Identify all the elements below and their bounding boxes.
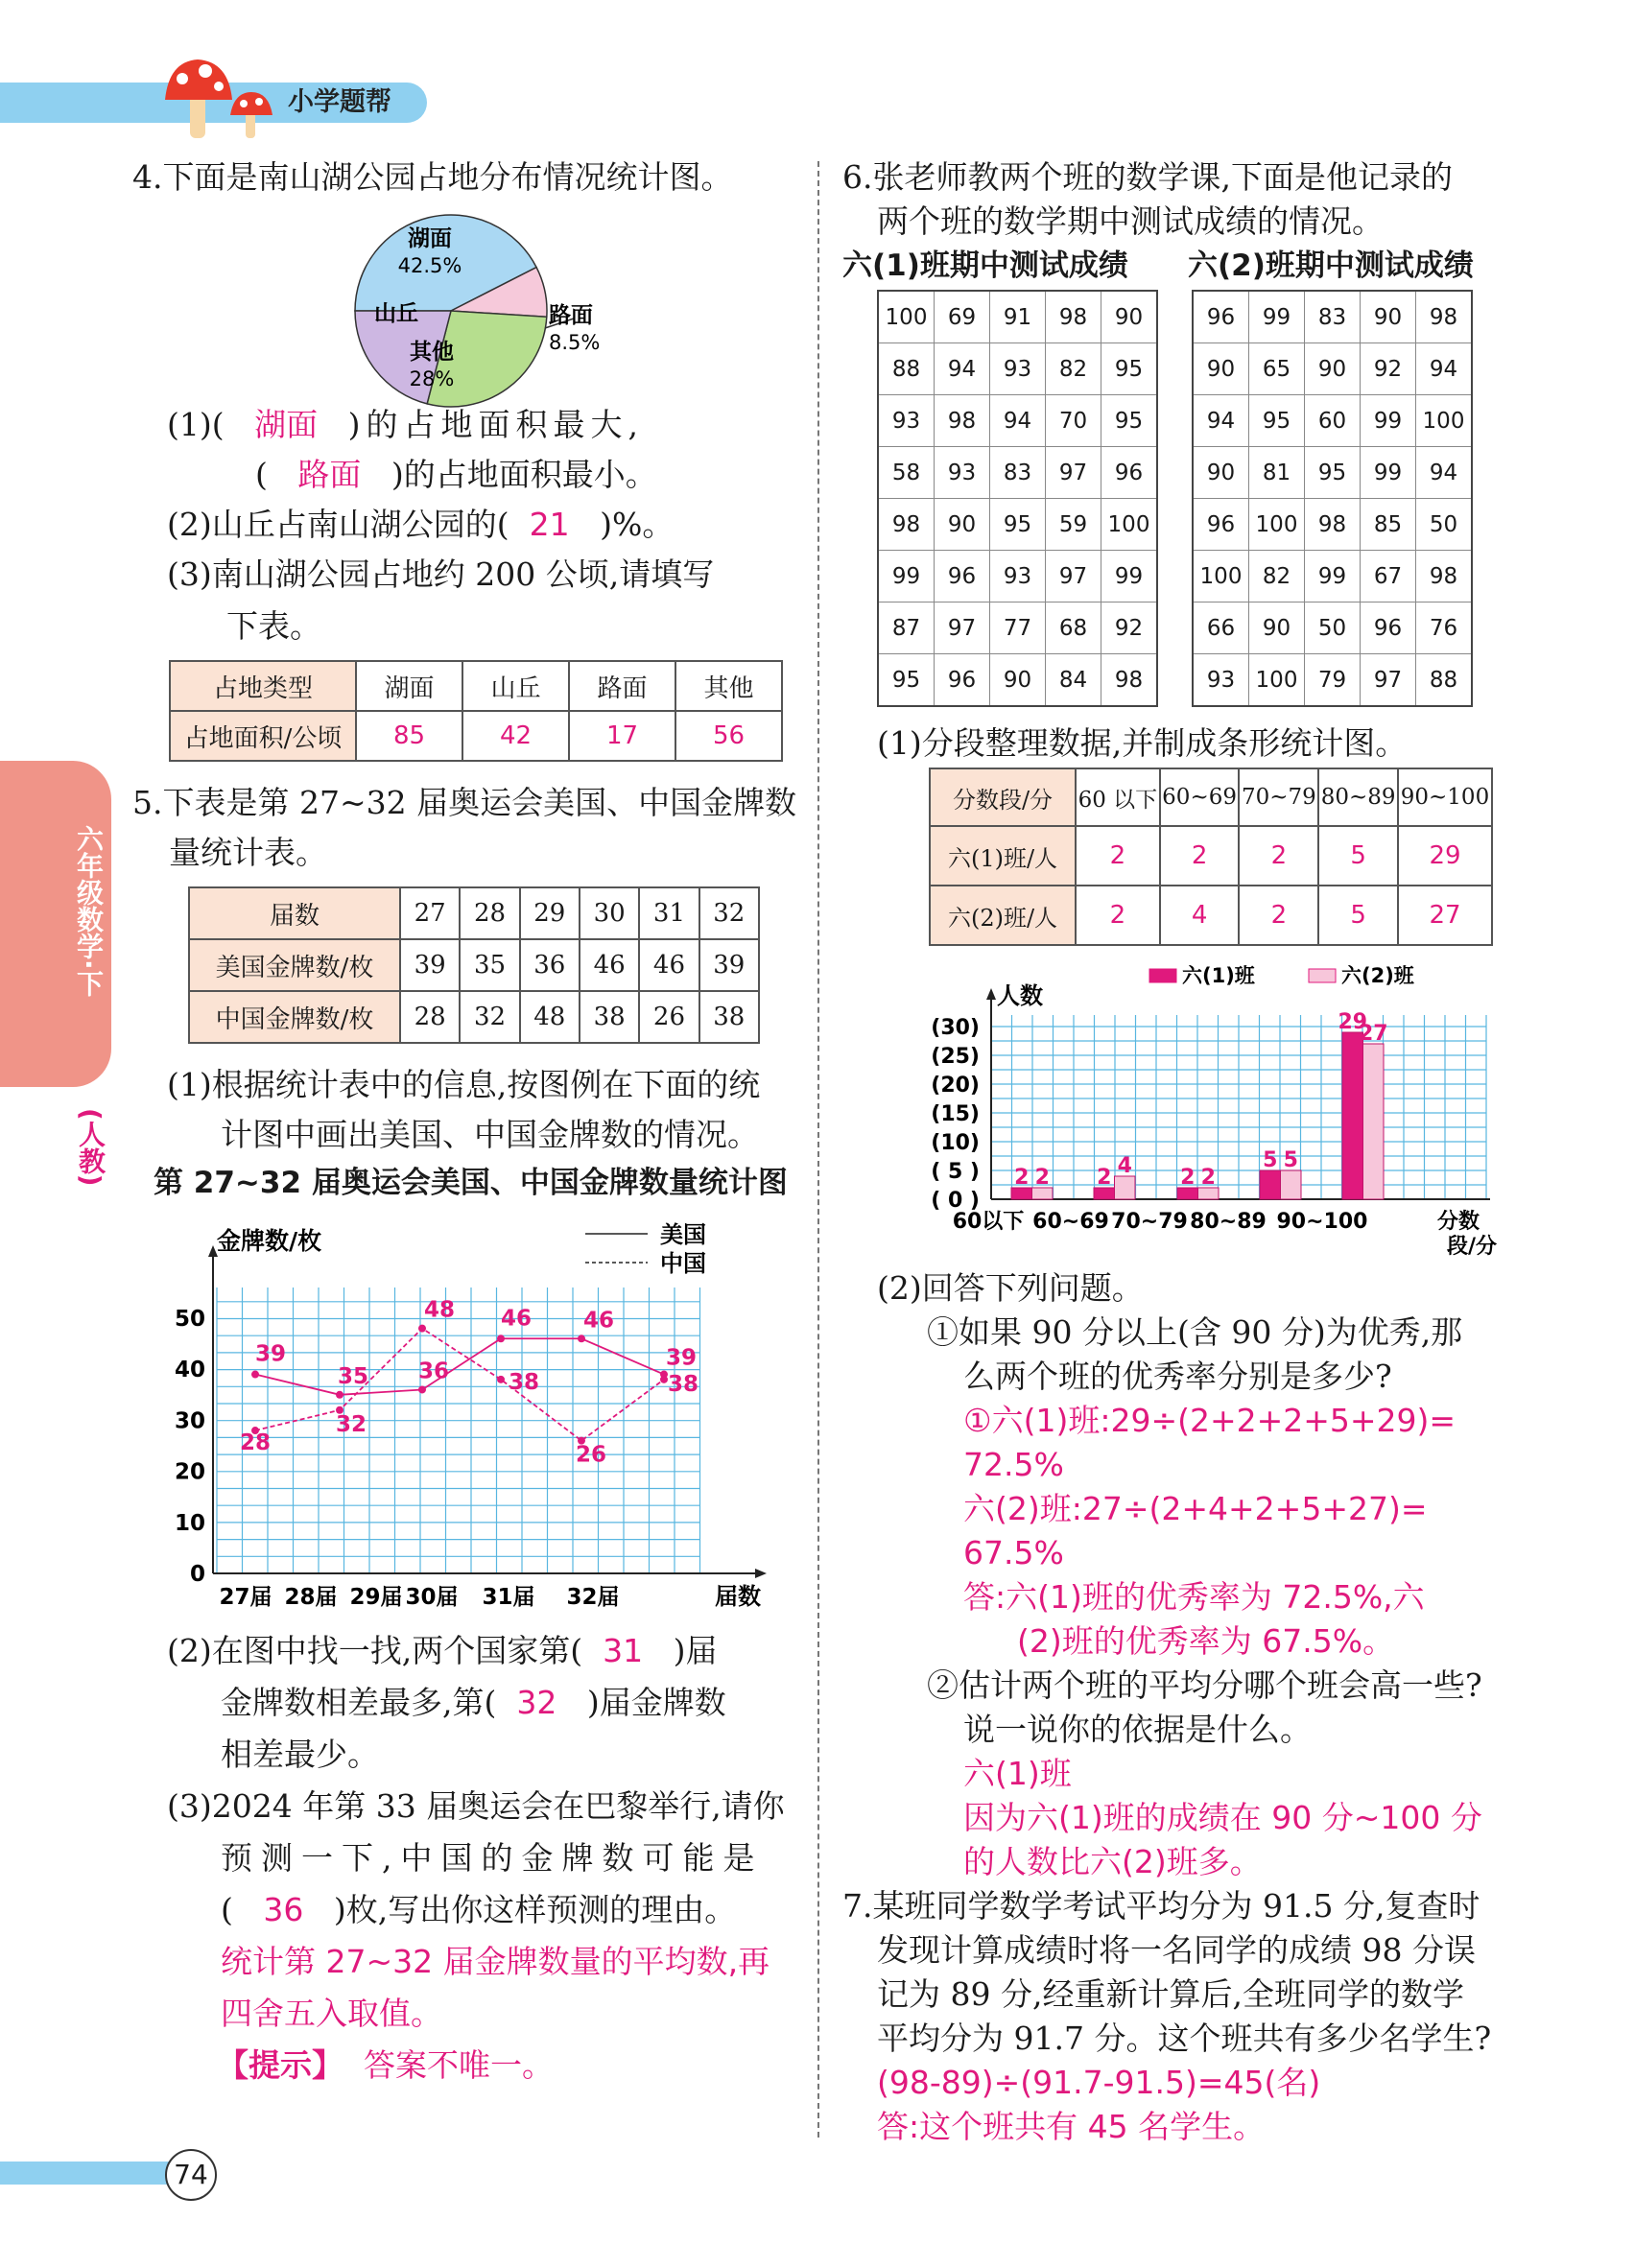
score-cell: 94	[1193, 395, 1249, 447]
pie-label-road: 路面	[549, 303, 593, 328]
score-cell: 50	[1416, 499, 1473, 551]
data-label: 5	[1283, 1148, 1298, 1172]
bar	[1260, 1170, 1281, 1199]
y-tick-label: (15)	[931, 1102, 980, 1126]
score-cell: 87	[878, 602, 935, 654]
class2-title: 六(2)班期中测试成绩	[1188, 248, 1474, 283]
score-cell: 90	[1305, 343, 1361, 395]
score-cell: 90	[1361, 291, 1416, 343]
table-cell: 42	[462, 711, 569, 761]
q5-hint: 【提示】 答案不唯一。	[217, 2046, 554, 2084]
q5-medal-table	[188, 886, 760, 1044]
legend-label: 六(2)班	[1341, 964, 1414, 987]
score-cell: 82	[1249, 551, 1305, 602]
table-header: 60~69	[1160, 768, 1240, 826]
q5-reason-line2: 四舍五入取值。	[221, 1995, 442, 2032]
x-tick-label: 60~69	[1032, 1210, 1109, 1234]
table-header: 70~79	[1239, 768, 1318, 826]
footer-band	[0, 2162, 192, 2185]
table-cell: 36	[520, 939, 580, 991]
data-point	[578, 1335, 585, 1342]
data-label: 46	[501, 1306, 533, 1332]
score-cell: 100	[1193, 551, 1249, 602]
data-point	[660, 1376, 668, 1383]
table-row-label: 六(2)班/人	[930, 886, 1076, 945]
side-tab-grade: 六年级数学·下	[73, 825, 105, 997]
score-cell: 69	[935, 291, 990, 343]
y-tick-label: 40	[174, 1358, 205, 1383]
table-cell: 39	[699, 939, 759, 991]
score-cell: 77	[990, 602, 1046, 654]
data-label: 26	[576, 1442, 607, 1468]
table-row-label: 中国金牌数/枚	[189, 991, 400, 1043]
score-cell: 99	[1361, 395, 1416, 447]
line-chart-title: 第 27~32 届奥运会美国、中国金牌数量统计图	[154, 1166, 788, 1200]
score-cell: 95	[1101, 395, 1158, 447]
table-cell: 48	[520, 991, 580, 1043]
q5-p3-line2: 预测一下,中国的金牌数可能是	[221, 1839, 764, 1877]
score-cell: 88	[1416, 654, 1473, 707]
score-cell: 90	[935, 499, 990, 551]
y-tick-label: 0	[189, 1562, 205, 1587]
table-row	[1193, 602, 1472, 654]
score-cell: 95	[1249, 395, 1305, 447]
score-cell: 96	[935, 551, 990, 602]
table-cell: 31	[639, 887, 699, 939]
score-cell: 90	[1249, 602, 1305, 654]
score-cell: 99	[878, 551, 935, 602]
legend-label: 美国	[660, 1221, 706, 1248]
score-cell: 88	[878, 343, 935, 395]
table-row-label: 美国金牌数/枚	[189, 939, 400, 991]
table-cell: 38	[699, 991, 759, 1043]
q5-answer-most: 31	[603, 1632, 644, 1669]
y-tick-label: (20)	[931, 1074, 980, 1098]
score-cell: 94	[1416, 447, 1473, 499]
score-cell: 91	[990, 291, 1046, 343]
q6-ans-line: 因为六(1)班的成绩在 90 分~100 分	[963, 1799, 1482, 1836]
x-axis-label: 届数	[715, 1583, 761, 1610]
q5-p3-line1: (3)2024 年第 33 届奥运会在巴黎举行,请你	[167, 1787, 785, 1825]
score-cell: 98	[1101, 654, 1158, 707]
score-cell: 65	[1249, 343, 1305, 395]
page-number: 74	[165, 2149, 217, 2201]
x-tick-label: 30届	[405, 1585, 459, 1610]
score-cell: 82	[1046, 343, 1101, 395]
table-row	[878, 447, 1157, 499]
table-cell: 38	[580, 991, 639, 1043]
score-cell: 70	[1046, 395, 1101, 447]
score-cell: 100	[1101, 499, 1158, 551]
score-cell: 98	[878, 499, 935, 551]
pie-label-other: 其他	[410, 340, 454, 365]
x-tick-label: 28届	[284, 1585, 338, 1610]
data-label: 2	[1097, 1166, 1112, 1190]
brand-label: 小学题帮	[288, 87, 391, 117]
table-row	[1193, 654, 1472, 707]
table-row	[1193, 447, 1472, 499]
q5-answer-predict: 36	[263, 1891, 304, 1928]
data-point	[251, 1371, 259, 1379]
x-tick-label: 29届	[349, 1585, 403, 1610]
bar	[1281, 1170, 1302, 1199]
table-cell: 2	[1239, 886, 1318, 945]
data-label: 36	[418, 1358, 450, 1384]
q6-frequency-table	[929, 768, 1493, 946]
score-cell: 58	[878, 447, 935, 499]
score-cell: 90	[1193, 343, 1249, 395]
y-axis-label: 金牌数/枚	[217, 1227, 322, 1255]
side-tab-edition: (人教)	[75, 1108, 107, 1187]
q4-p3-line2: 下表。	[226, 607, 321, 645]
q7-ans-line: (98-89)÷(91.7-91.5)=45(名)	[877, 2064, 1321, 2101]
table-cell: 56	[675, 711, 782, 761]
q4-p2: (2)山丘占南山湖公园的( 21 )%。	[167, 506, 675, 543]
table-header: 其他	[675, 661, 782, 711]
score-cell: 97	[935, 602, 990, 654]
data-point	[497, 1335, 505, 1342]
q5-p2-line3: 相差最少。	[221, 1736, 379, 1773]
q4-p1-line1: (1)( 湖面 )的占地面积最大,	[167, 406, 644, 443]
score-cell: 96	[1193, 499, 1249, 551]
data-label: 32	[336, 1411, 367, 1437]
x-tick-label: 31届	[482, 1585, 535, 1610]
q6-p2: (2)回答下列问题。	[877, 1269, 1144, 1307]
score-cell: 99	[1249, 291, 1305, 343]
q6-p1: (1)分段整理数据,并制成条形统计图。	[877, 724, 1408, 762]
y-tick-label: 10	[174, 1510, 205, 1536]
table-header: 80~89	[1318, 768, 1398, 826]
table-row	[1193, 395, 1472, 447]
score-cell: 92	[1361, 343, 1416, 395]
legend-swatch	[1309, 969, 1336, 982]
q5-reason-line1: 统计第 27~32 届金牌数量的平均数,再	[221, 1943, 770, 1980]
data-label: 2	[1180, 1166, 1196, 1190]
q4-area-table	[169, 660, 783, 762]
score-cell: 96	[935, 654, 990, 707]
table-cell: 46	[580, 939, 639, 991]
q6-title-line1: 6.张老师教两个班的数学课,下面是他记录的	[842, 158, 1453, 196]
score-cell: 50	[1305, 602, 1361, 654]
q5-answer-least: 32	[516, 1684, 557, 1721]
table-cell: 35	[460, 939, 519, 991]
x-axis-label: 段/分	[1447, 1235, 1498, 1257]
data-label: 4	[1117, 1154, 1132, 1178]
data-point	[418, 1325, 426, 1333]
score-cell: 92	[1101, 602, 1158, 654]
score-cell: 90	[1101, 291, 1158, 343]
score-cell: 59	[1046, 499, 1101, 551]
pie-label-hill: 山丘	[374, 301, 418, 326]
q5-title-line1: 5.下表是第 27~32 届奥运会美国、中国金牌数	[132, 784, 797, 821]
table-cell: 17	[569, 711, 675, 761]
q4-p3-line1: (3)南山湖公园占地约 200 公顷,请填写	[167, 555, 715, 593]
class1-score-grid	[877, 290, 1158, 707]
score-cell: 97	[1046, 447, 1101, 499]
y-tick-label: ( 0 )	[931, 1189, 980, 1213]
y-axis-label: 人数	[997, 982, 1043, 1009]
table-row	[878, 343, 1157, 395]
data-label: 38	[668, 1371, 699, 1397]
x-tick-label: 32届	[566, 1585, 620, 1610]
table-header: 路面	[569, 661, 675, 711]
q5-p1-line1: (1)根据统计表中的信息,按图例在下面的统	[167, 1066, 761, 1103]
table-cell: 2	[1076, 826, 1160, 886]
table-cell: 29	[1398, 826, 1492, 886]
bar	[1115, 1176, 1136, 1199]
q6-title-line2: 两个班的数学期中测试成绩的情况。	[877, 202, 1384, 240]
table-cell: 28	[400, 991, 460, 1043]
x-tick-label: 27届	[219, 1585, 272, 1610]
y-tick-label: (30)	[931, 1016, 980, 1040]
score-cell: 100	[878, 291, 935, 343]
score-cell: 95	[990, 499, 1046, 551]
table-cell: 27	[1398, 886, 1492, 945]
score-cell: 99	[1305, 551, 1361, 602]
table-row	[1193, 551, 1472, 602]
q6-ans-line: 六(1)班	[963, 1755, 1072, 1792]
score-cell: 95	[1305, 447, 1361, 499]
x-axis-label: 分数	[1437, 1210, 1480, 1234]
q4-p1-line2: ( 路面 )的占地面积最小。	[255, 456, 657, 493]
legend-swatch	[1149, 969, 1176, 982]
data-label: 39	[255, 1341, 287, 1367]
q6-ans-line: ①六(1)班:29÷(2+2+2+5+29)=	[963, 1402, 1456, 1439]
score-cell: 93	[990, 343, 1046, 395]
score-cell: 98	[1305, 499, 1361, 551]
q6-p2-1-line2: 么两个班的优秀率分别是多少?	[963, 1358, 1392, 1395]
score-cell: 99	[1361, 447, 1416, 499]
q7-ans-line: 答:这个班共有 45 名学生。	[877, 2108, 1266, 2145]
bar	[1363, 1044, 1385, 1199]
data-label: 29	[1338, 1010, 1368, 1034]
column-divider	[817, 161, 819, 2138]
q6-ans-line: 六(2)班:27÷(2+4+2+5+27)=	[963, 1490, 1428, 1527]
table-cell: 30	[580, 887, 639, 939]
score-cell: 98	[1416, 551, 1473, 602]
table-cell: 2	[1239, 826, 1318, 886]
table-header: 60 以下	[1076, 768, 1160, 826]
bar-chart	[881, 950, 1504, 1257]
score-cell: 94	[990, 395, 1046, 447]
score-cell: 94	[1416, 343, 1473, 395]
table-cell: 2	[1160, 826, 1240, 886]
data-point	[497, 1376, 505, 1383]
x-tick-label: 80~89	[1190, 1210, 1267, 1234]
score-cell: 98	[935, 395, 990, 447]
pie-pct-lake: 42.5%	[397, 254, 462, 277]
q5-p2-line2: 金牌数相差最多,第( 32 )届金牌数	[221, 1684, 726, 1721]
score-cell: 100	[1249, 654, 1305, 707]
score-cell: 90	[990, 654, 1046, 707]
score-cell: 96	[1101, 447, 1158, 499]
table-row	[1193, 343, 1472, 395]
score-cell: 100	[1249, 499, 1305, 551]
q6-ans-line: (2)班的优秀率为 67.5%。	[1017, 1622, 1395, 1660]
score-cell: 95	[1101, 343, 1158, 395]
table-header: 山丘	[462, 661, 569, 711]
y-tick-label: ( 5 )	[931, 1160, 980, 1184]
table-cell: 26	[639, 991, 699, 1043]
q7-line: 平均分为 91.7 分。这个班共有多少名学生?	[877, 2020, 1492, 2057]
y-axis-arrow-icon	[986, 988, 996, 1000]
table-header: 湖面	[356, 661, 462, 711]
data-label: 2	[1200, 1166, 1216, 1190]
table-row-label: 占地面积/公顷	[170, 711, 356, 761]
pie-chart	[326, 213, 652, 414]
data-label: 2	[1034, 1166, 1050, 1190]
score-cell: 81	[1249, 447, 1305, 499]
q4-answer-largest: 湖面	[254, 406, 319, 443]
score-cell: 83	[990, 447, 1046, 499]
y-tick-label: (10)	[931, 1131, 980, 1155]
q5-p3-line3: ( 36 )枚,写出你这样预测的理由。	[221, 1891, 737, 1928]
data-point	[336, 1391, 343, 1399]
score-cell: 94	[935, 343, 990, 395]
score-cell: 66	[1193, 602, 1249, 654]
score-cell: 99	[1101, 551, 1158, 602]
score-cell: 97	[1361, 654, 1416, 707]
score-cell: 93	[878, 395, 935, 447]
data-label: 48	[424, 1297, 456, 1323]
score-cell: 84	[1046, 654, 1101, 707]
table-cell: 5	[1318, 886, 1398, 945]
table-row	[878, 551, 1157, 602]
data-label: 27	[1358, 1022, 1388, 1046]
table-row-label: 六(1)班/人	[930, 826, 1076, 886]
x-axis-arrow-icon	[755, 1569, 767, 1578]
q6-ans-line: 答:六(1)班的优秀率为 72.5%,六	[963, 1578, 1425, 1616]
score-cell: 76	[1416, 602, 1473, 654]
data-label: 46	[583, 1308, 615, 1334]
data-point	[418, 1385, 426, 1393]
y-tick-label: 20	[174, 1459, 205, 1485]
q7-line: 7.某班同学数学考试平均分为 91.5 分,复查时	[842, 1887, 1480, 1925]
score-cell: 98	[1046, 291, 1101, 343]
pie-label-lake: 湖面	[408, 226, 452, 251]
table-cell: 85	[356, 711, 462, 761]
table-cell: 39	[400, 939, 460, 991]
data-label: 35	[338, 1363, 369, 1389]
q4-title: 4.下面是南山湖公园占地分布情况统计图。	[132, 158, 733, 196]
q5-p2-line1: (2)在图中找一找,两个国家第( 31 )届	[167, 1632, 718, 1669]
data-label: 28	[240, 1430, 272, 1456]
table-cell: 32	[460, 991, 519, 1043]
y-tick-label: 50	[174, 1307, 205, 1332]
score-cell: 98	[1416, 291, 1473, 343]
mushroom-logo	[161, 54, 286, 150]
table-cell: 28	[460, 887, 519, 939]
x-tick-label: 90~100	[1276, 1210, 1368, 1234]
score-cell: 93	[990, 551, 1046, 602]
q6-p2-2-line1: ②估计两个班的平均分哪个班会高一些?	[927, 1666, 1482, 1704]
q6-ans-line: 的人数比六(2)班多。	[963, 1843, 1262, 1880]
q7-line: 发现计算成绩时将一名同学的成绩 98 分误	[877, 1931, 1476, 1969]
class1-title: 六(1)班期中测试成绩	[842, 248, 1128, 283]
q5-title-line2: 量统计表。	[169, 834, 327, 871]
table-cell: 46	[639, 939, 699, 991]
china-series-line	[255, 1329, 664, 1441]
table-row	[878, 654, 1157, 707]
line-chart	[144, 1211, 796, 1623]
score-cell: 100	[1416, 395, 1473, 447]
table-row	[878, 602, 1157, 654]
score-cell: 95	[878, 654, 935, 707]
y-tick-label: 30	[174, 1408, 205, 1434]
table-cell: 2	[1076, 886, 1160, 945]
q6-ans-line: 67.5%	[963, 1534, 1064, 1571]
score-cell: 83	[1305, 291, 1361, 343]
data-label: 39	[666, 1345, 698, 1371]
score-cell: 85	[1361, 499, 1416, 551]
table-header: 届数	[189, 887, 400, 939]
score-cell: 90	[1193, 447, 1249, 499]
score-cell: 67	[1361, 551, 1416, 602]
score-cell: 97	[1046, 551, 1101, 602]
class2-score-grid	[1192, 290, 1473, 707]
table-cell: 4	[1160, 886, 1240, 945]
table-row	[1193, 499, 1472, 551]
q6-p2-1-line1: ①如果 90 分以上(含 90 分)为优秀,那	[927, 1313, 1463, 1351]
legend-label: 六(1)班	[1182, 964, 1255, 987]
data-label: 5	[1263, 1148, 1278, 1172]
table-cell: 32	[699, 887, 759, 939]
q6-p2-2-line2: 说一说你的依据是什么。	[963, 1711, 1312, 1748]
table-cell: 5	[1318, 826, 1398, 886]
table-row	[878, 291, 1157, 343]
score-cell: 60	[1305, 395, 1361, 447]
q4-answer-smallest: 路面	[297, 456, 362, 493]
table-cell: 29	[520, 887, 580, 939]
table-row	[878, 499, 1157, 551]
legend-label: 中国	[660, 1250, 706, 1277]
pie-pct-other: 28%	[409, 367, 455, 390]
score-cell: 79	[1305, 654, 1361, 707]
table-cell: 27	[400, 887, 460, 939]
q7-line: 记为 89 分,经重新计算后,全班同学的数学	[877, 1975, 1464, 2013]
data-label: 2	[1014, 1166, 1030, 1190]
q6-ans-line: 72.5%	[963, 1446, 1064, 1483]
pie-pct-road: 8.5%	[549, 331, 601, 354]
table-header: 占地类型	[170, 661, 356, 711]
score-cell: 68	[1046, 602, 1101, 654]
x-tick-label: 60以下	[952, 1210, 1025, 1234]
data-label: 38	[509, 1369, 540, 1395]
q5-p1-line2: 计图中画出美国、中国金牌数的情况。	[221, 1116, 759, 1153]
score-cell: 93	[1193, 654, 1249, 707]
score-cell: 96	[1193, 291, 1249, 343]
y-tick-label: (25)	[931, 1045, 980, 1069]
table-header: 90~100	[1398, 768, 1492, 826]
score-cell: 96	[1361, 602, 1416, 654]
table-row	[878, 395, 1157, 447]
score-cell: 93	[935, 447, 990, 499]
bar	[1342, 1032, 1363, 1199]
x-tick-label: 70~79	[1111, 1210, 1188, 1234]
table-header: 分数段/分	[930, 768, 1076, 826]
table-row	[1193, 291, 1472, 343]
q4-answer-hill: 21	[529, 506, 570, 543]
